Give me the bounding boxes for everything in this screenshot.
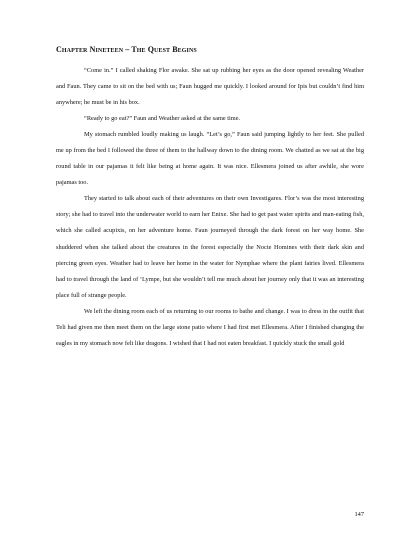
chapter-body: [56, 63, 364, 352]
page-number: 147: [354, 511, 364, 518]
paragraph: “Ready to go eat?” Faun and Weather asked at the same time.: [84, 115, 241, 123]
paragraph: “Come in.” I called shaking Flor awake. She sat up rubbing her eyes as the door opened revealing Weather and Faun. They came to sit on the bed with us; Faun hugged me quickly. I looked around for Ipis but couldn’t find him anywhere; he must be in his box.: [56, 67, 364, 107]
chapter-heading: Chapter Nineteen – The Quest Begins: [56, 45, 197, 54]
paragraph: We left the dining room each of us returning to our rooms to bathe and change. I was to dress in the outfit that Teli had given me then meet them on the large stone patio where I had first met Ellesmera. After I finished changing the eagles in my stomach now felt like dragons. I wished that I had not eaten breakfast. I quickly stuck the small gold: [56, 307, 364, 347]
paragraph: My stomach rumbled loudly making us laugh. “Let’s go,” Faun said jumping lightly to her feet. She pulled me up from the bed I followed the three of them to the hallway down to the dining room. We chatted as we sat at the big round table in our pajamas it felt like being at home again. It was nice. Ellesmera joined us after awhile, she wore pajamas too.: [56, 131, 364, 187]
paragraph: They started to talk about each of their adventures on their own Investigares. Flor’s was the most interesting story; she had to travel into the underwater world to earn her Enixe. She had to get past water spirits and man-eating fish, which she called acupixis, on her adventure home. Faun journeyed through the dark forest on her way home. She shuddered when she talked about the creatures in the forest especially the Nocte Homines with their dark skin and piercing green eyes. Weather had to leave her home in the water for Nymphae where the plant fairies lived. Ellesmera had to travel through the land of ‘Lympe, but she wouldn’t tell me much about her journey only that it was an interesting place full of strange people.: [56, 195, 364, 299]
